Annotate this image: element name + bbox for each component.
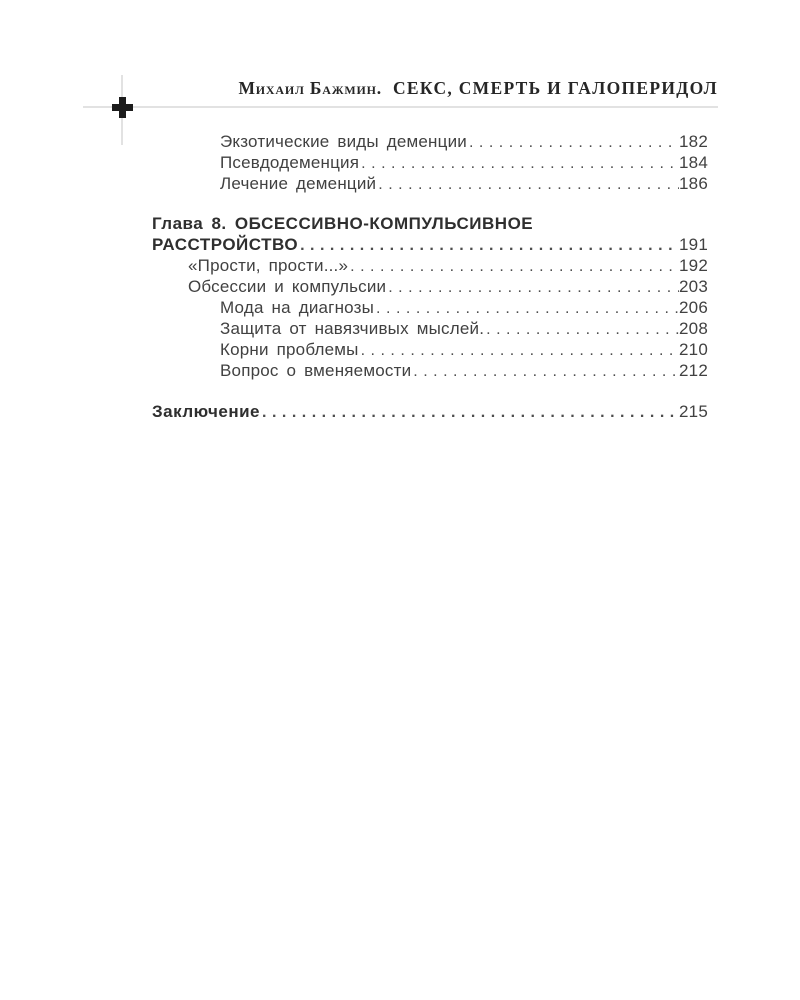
toc-entry-label: Псевдодеменция [220,153,360,172]
toc-page-number: 210 [679,340,708,359]
dot-leader [388,276,679,298]
dot-leader [262,401,679,423]
dot-leader [378,173,679,195]
table-of-contents [152,131,708,422]
toc-entry-label: Заключение [152,402,260,421]
dot-leader [486,318,679,340]
header-rule [83,106,718,108]
toc-entry-label: Вопрос о вменяемости [220,361,412,380]
toc-row [152,339,708,360]
toc-entry-label: Защита от навязчивых мыслей. [220,319,485,338]
toc-row [152,360,708,381]
toc-row-conclusion [152,401,708,422]
dot-leader [376,297,679,319]
dot-leader [361,152,679,174]
toc-page-number: 206 [679,298,708,317]
running-head [238,78,718,99]
dot-leader [413,360,679,382]
toc-page-number: 212 [679,361,708,380]
running-head-title: СЕКС, СМЕРТЬ И ГАЛОПЕРИДОЛ [392,78,718,98]
toc-entry-label: РАССТРОЙСТВО [152,235,299,254]
running-head-author: Михаил Бажмин. [238,78,382,98]
dot-leader [469,131,679,153]
dot-leader [300,234,679,256]
toc-page-number: 182 [679,132,708,151]
toc-chapter-heading-line2 [152,234,708,255]
toc-row [152,255,708,276]
toc-page-number: 215 [679,402,708,421]
toc-page-number: 203 [679,277,708,296]
toc-page-number: 184 [679,153,708,172]
toc-chapter-heading-line1 [152,213,708,234]
toc-entry-label: Корни проблемы [220,340,359,359]
toc-page-number: 191 [679,235,708,254]
toc-page-number: 208 [679,319,708,338]
toc-entry-label: «Прости, прости...» [188,256,349,275]
toc-row [152,297,708,318]
toc-page-number: 186 [679,174,708,193]
toc-entry-label: Лечение деменций [220,174,377,193]
toc-entry-label: Экзотические виды деменции [220,132,467,151]
toc-page-number: 192 [679,256,708,275]
toc-row [152,318,708,339]
dot-leader [350,255,679,277]
toc-entry-label: Обсессии и компульсии [188,277,387,296]
toc-entry-label: Мода на диагнозы [220,298,375,317]
toc-row [152,131,708,152]
toc-row [152,152,708,173]
toc-entry-label: Глава 8. ОБСЕССИВНО-КОМПУЛЬСИВНОЕ [152,214,534,233]
dot-leader [361,339,679,361]
toc-row [152,276,708,297]
toc-row [152,173,708,194]
